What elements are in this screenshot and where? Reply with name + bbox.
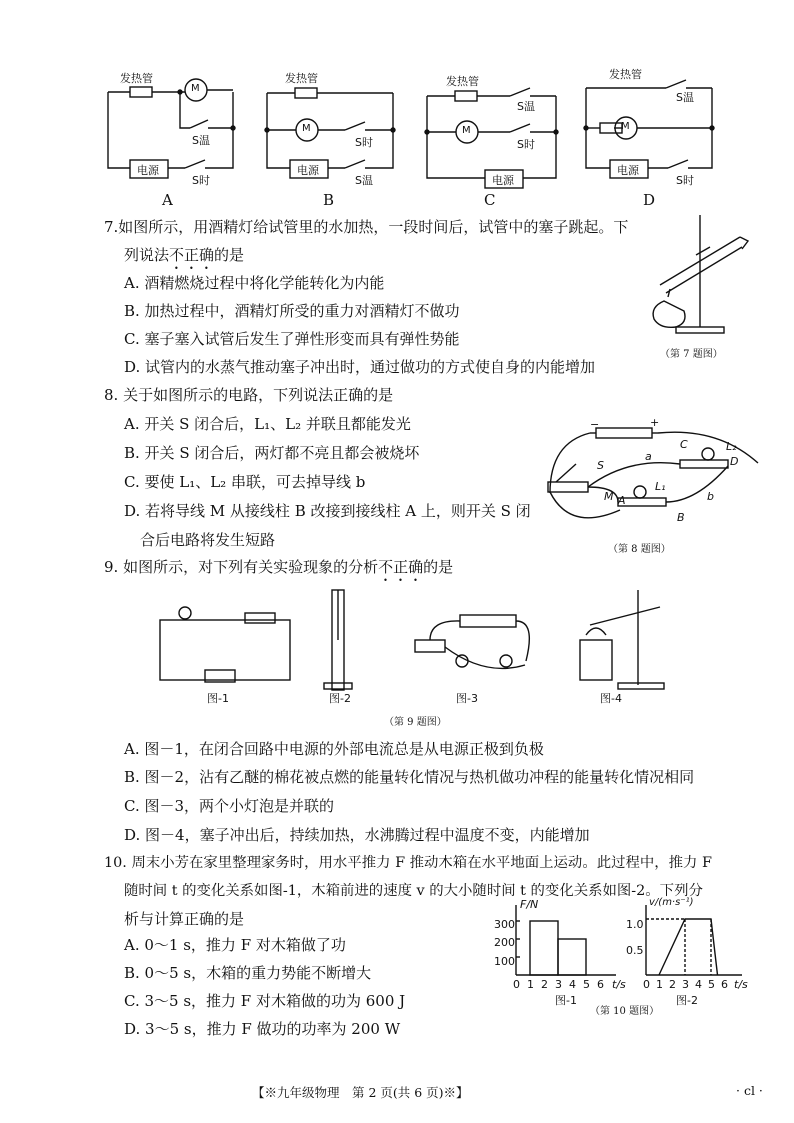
g1-xlabel: t/s xyxy=(612,978,626,991)
q9-stem-text: 9. 如图所示，对下列有关实验现象的分析 xyxy=(104,558,379,576)
q8-option-d-line2: 合后电路将发生短路 xyxy=(140,531,276,549)
q9-fig-3-label: 图-3 xyxy=(456,692,478,705)
g1-xtick: 4 xyxy=(569,978,576,991)
q7-stem-text: 列说法 xyxy=(124,246,170,264)
q10-caption: （第 10 题图） xyxy=(590,1006,660,1017)
switch-label-d1: S温 xyxy=(676,91,694,104)
q10-option-c: C. 3～5 s，推力 F 对木箱做的功为 600 J xyxy=(124,992,406,1010)
q10-stem-line2: 随时间 t 的变化关系如图-1，木箱前进的速度 v 的大小随时间 t 的变化关系如图-2。下列分 xyxy=(124,883,703,899)
q10-graph-2 xyxy=(646,905,756,985)
power-label-b: 电源 xyxy=(297,164,319,177)
q8-stem: 8. 关于如图所示的电路，下列说法正确的是 xyxy=(104,386,394,404)
q9-fig-1-label: 图-1 xyxy=(207,692,229,705)
option-c: C xyxy=(484,191,496,209)
q8-option-a: A. 开关 S 闭合后，L₁、L₂ 并联且都能发光 xyxy=(124,415,411,433)
q7-stem-line1: 7.如图所示，用酒精灯给试管里的水加热，一段时间后，试管中的塞子跳起。下 xyxy=(104,218,629,236)
switch-label-c1: S温 xyxy=(517,100,535,113)
g2-title: 图-2 xyxy=(676,994,698,1007)
circuit-d xyxy=(584,80,714,178)
g1-step-1 xyxy=(558,939,586,975)
option-a: A xyxy=(162,191,173,209)
q8-label-b-wire: b xyxy=(707,490,714,503)
q8-label-d: D xyxy=(730,455,739,468)
q7-option-b: B. 加热过程中，酒精灯所受的重力对酒精灯不做功 xyxy=(124,302,460,320)
g1-xtick: 1 xyxy=(527,978,534,991)
q7-stem-tail: 的是 xyxy=(214,246,245,264)
heater-label-d: 发热管 xyxy=(609,68,642,81)
g2-xtick: 1 xyxy=(656,978,663,991)
motor-label-d: M xyxy=(621,121,630,132)
q8-label-m: M xyxy=(604,490,614,503)
q8-circuit-figure xyxy=(540,412,760,532)
q9-stem-tail: 的是 xyxy=(423,558,454,576)
switch-label-a2: S时 xyxy=(192,174,210,187)
g2-ylabel: v/(m·s⁻¹) xyxy=(649,897,694,908)
g1-xtick: 0 xyxy=(513,978,520,991)
motor-label-b: M xyxy=(302,123,311,134)
g1-xtick: 2 xyxy=(541,978,548,991)
q10-stem-line3: 析与计算正确的是 xyxy=(124,910,245,928)
g2-xtick: 3 xyxy=(682,978,689,991)
q8-label-a: A xyxy=(618,494,626,507)
q9-option-a: A. 图－1，在闭合回路中电源的外部电流总是从电源正极到负极 xyxy=(124,740,544,758)
g2-xtick: 2 xyxy=(669,978,676,991)
g1-ytick-300: 300 xyxy=(494,918,515,931)
q8-label-a-wire: a xyxy=(645,450,652,463)
q8-option-d-line1: D. 若将导线 M 从接线柱 B 改接到接线柱 A 上，则开关 S 闭 xyxy=(124,502,531,520)
q8-label-b: B xyxy=(677,511,685,524)
q8-option-c: C. 要使 L₁、L₂ 串联，可去掉导线 b xyxy=(124,473,366,491)
circuit-b xyxy=(265,88,395,178)
q8-label-l1: L₁ xyxy=(655,480,666,493)
option-b: B xyxy=(323,191,335,209)
q9-fig-2-label: 图-2 xyxy=(329,692,351,705)
g2-velocity-line xyxy=(659,919,718,975)
switch-label-a1: S温 xyxy=(192,134,210,147)
q10-option-b: B. 0～5 s，木箱的重力势能不断增大 xyxy=(124,964,372,982)
q7-option-c: C. 塞子塞入试管后发生了弹性形变而具有弹性势能 xyxy=(124,330,460,348)
g1-xtick: 5 xyxy=(583,978,590,991)
switch-label-c2: S时 xyxy=(517,138,535,151)
circuit-a xyxy=(108,79,235,178)
q7-option-a: A. 酒精燃烧过程中将化学能转化为内能 xyxy=(124,274,385,292)
q7-stem-line2 xyxy=(124,245,244,273)
q9-option-c: C. 图－3，两个小灯泡是并联的 xyxy=(124,797,335,815)
q10-stem-line1: 10. 周末小芳在家里整理家务时，用水平推力 F 推动木箱在水平地面上运动。此过程中，推力 F xyxy=(104,855,712,871)
heater-label-b: 发热管 xyxy=(285,72,318,85)
q8-minus: − xyxy=(590,418,600,431)
q9-stem xyxy=(104,557,453,585)
q8-plus: + xyxy=(650,416,660,429)
q8-label-c: C xyxy=(680,438,688,451)
g2-ytick-1: 1.0 xyxy=(626,918,644,931)
g2-xtick: 4 xyxy=(695,978,702,991)
q9-emphasis: 不正确 xyxy=(378,558,424,576)
g1-ytick-100: 100 xyxy=(494,955,515,968)
q7-apparatus-figure xyxy=(650,205,750,345)
q9-fig-4-label: 图-4 xyxy=(600,692,622,705)
option-d: D xyxy=(643,191,656,209)
g2-xtick: 6 xyxy=(721,978,728,991)
g1-xtick: 6 xyxy=(597,978,604,991)
q10-option-a: A. 0～1 s，推力 F 对木箱做了功 xyxy=(124,936,346,954)
heater-label-c: 发热管 xyxy=(446,75,479,88)
footer-code: · cl · xyxy=(736,1083,763,1098)
q9-caption: （第 9 题图） xyxy=(384,717,447,728)
circuit-diagrams xyxy=(0,0,794,200)
switch-label-b1: S时 xyxy=(355,136,373,149)
q7-option-d: D. 试管内的水蒸气推动塞子冲出时，通过做功的方式使自身的内能增加 xyxy=(124,358,596,376)
g1-step-0 xyxy=(530,921,558,975)
g2-xtick: 0 xyxy=(643,978,650,991)
q8-option-b: B. 开关 S 闭合后，两灯都不亮且都会被烧坏 xyxy=(124,444,420,462)
g2-xlabel: t/s xyxy=(734,978,748,991)
q10-graph-1 xyxy=(516,905,636,985)
g2-xtick: 5 xyxy=(708,978,715,991)
g1-ytick-200: 200 xyxy=(494,936,515,949)
power-label-a: 电源 xyxy=(137,164,159,177)
page-footer: 【※九年级物理 第 2 页(共 6 页)※】 xyxy=(252,1085,469,1100)
g2-ytick-05: 0.5 xyxy=(626,944,644,957)
q8-caption: （第 8 题图） xyxy=(608,544,671,555)
motor-label-c: M xyxy=(462,125,471,136)
power-label-c: 电源 xyxy=(492,174,514,187)
switch-label-b2: S温 xyxy=(355,174,373,187)
q7-caption: （第 7 题图） xyxy=(660,349,723,360)
q9-figures xyxy=(150,585,710,695)
q8-label-l2: L₂ xyxy=(726,440,737,453)
g1-title: 图-1 xyxy=(555,994,577,1007)
g1-xtick: 3 xyxy=(555,978,562,991)
q10-option-d: D. 3～5 s，推力 F 做功的功率为 200 W xyxy=(124,1020,401,1038)
motor-label-a: M xyxy=(191,83,200,94)
q9-option-b: B. 图－2，沾有乙醚的棉花被点燃的能量转化情况与热机做功冲程的能量转化情况相同 xyxy=(124,768,695,786)
q7-emphasis: 不正确 xyxy=(169,246,215,264)
q9-option-d: D. 图－4，塞子冲出后，持续加热，水沸腾过程中温度不变，内能增加 xyxy=(124,826,590,844)
q8-label-s: S xyxy=(597,459,604,472)
power-label-d: 电源 xyxy=(617,164,639,177)
heater-label-a: 发热管 xyxy=(120,72,153,85)
switch-label-d2: S时 xyxy=(676,174,694,187)
g1-ylabel: F/N xyxy=(520,898,539,911)
